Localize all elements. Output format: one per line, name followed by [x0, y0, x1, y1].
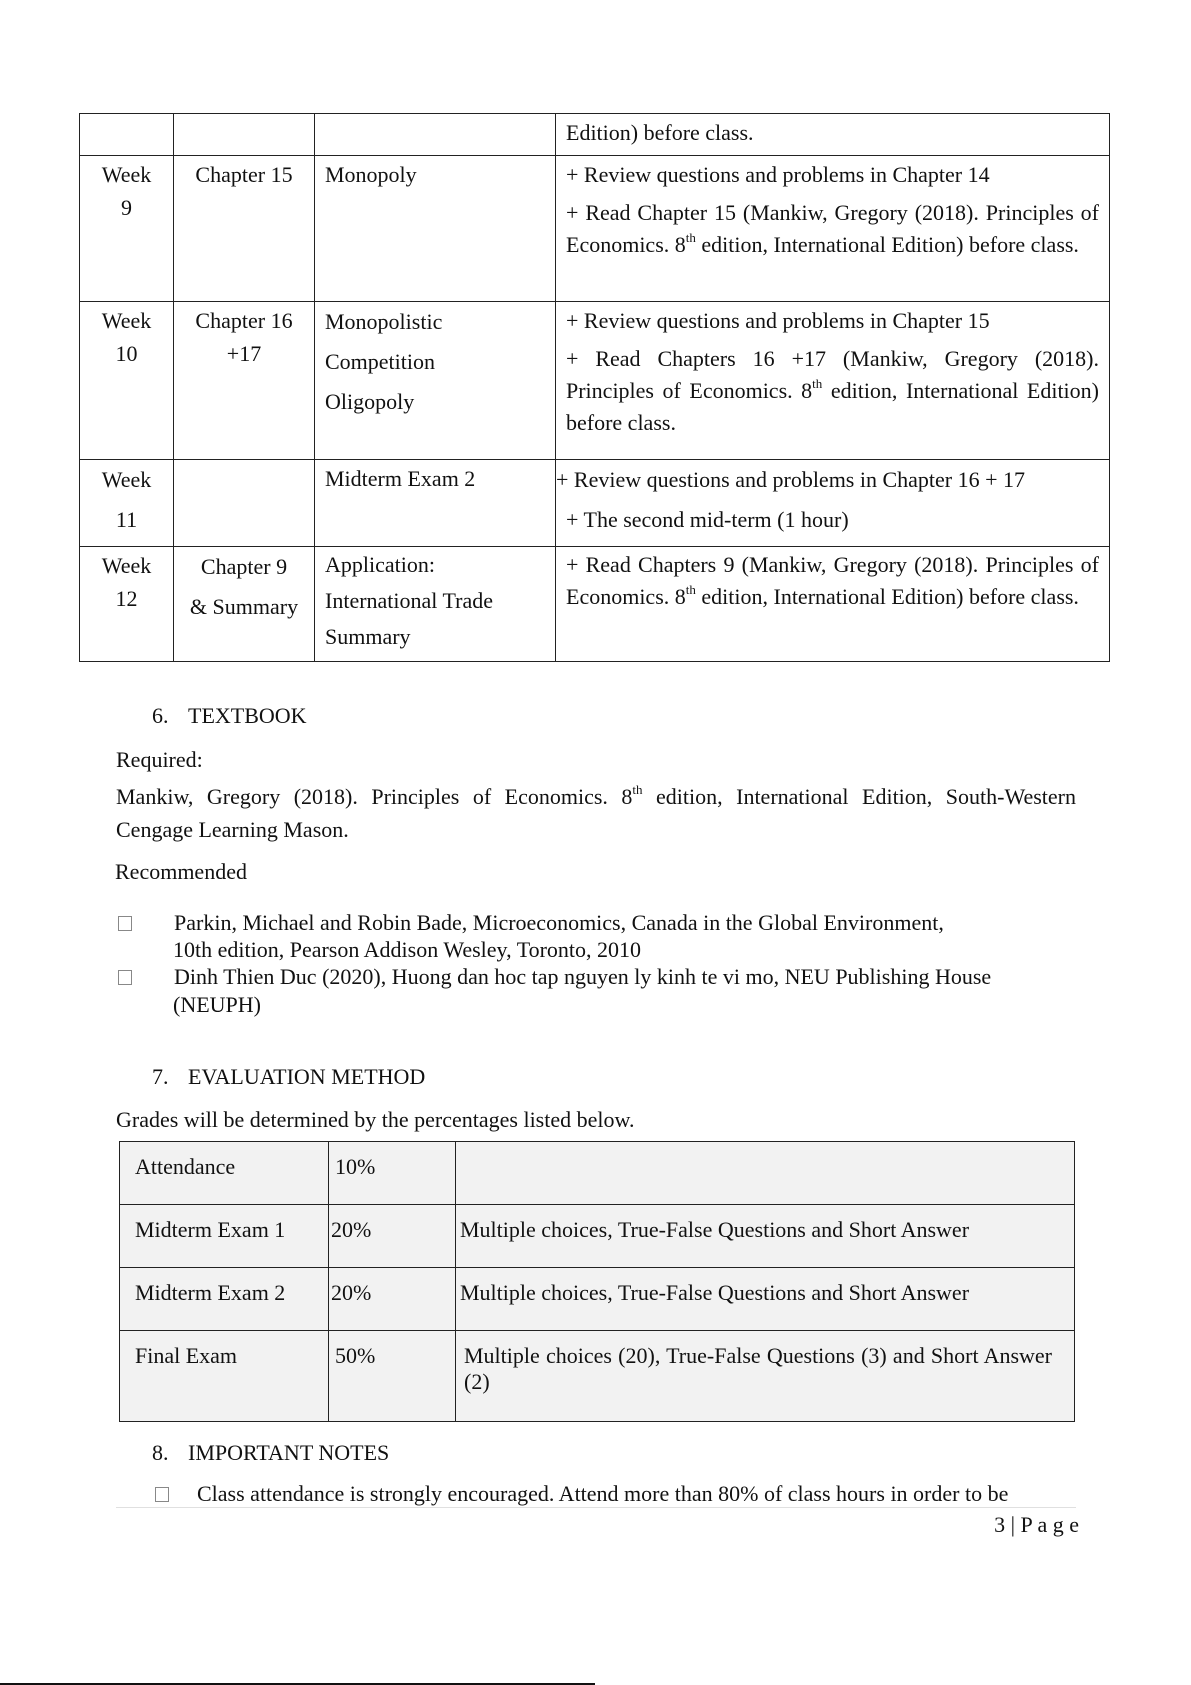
required-label: Required:: [116, 747, 203, 772]
eval-item: Final Exam: [120, 1331, 329, 1422]
eval-description: [456, 1142, 1075, 1205]
review-line: + Review questions and problems in Chapter 15: [566, 308, 990, 333]
table-row: [80, 460, 1110, 547]
list-item: Parkin, Michael and Robin Bade, Microeconomics, Canada in the Global Environment, 10th edition, Pearson Addison Wesley, Toronto, 2010: [118, 909, 1088, 964]
table-row: [120, 1331, 1075, 1422]
chapter-cell: [174, 114, 315, 156]
eval-percent: 10%: [329, 1142, 456, 1205]
notes-heading: 8. IMPORTANT NOTES: [152, 1440, 390, 1465]
topic-cell: Monopoly: [315, 156, 556, 302]
footer-divider: [116, 1507, 1076, 1508]
evaluation-heading: 7. EVALUATION METHOD: [152, 1064, 426, 1089]
activity-cell: [556, 156, 1110, 302]
recommended-label: Recommended: [115, 859, 247, 884]
week-cell: Week 10: [80, 302, 174, 460]
table-row: [80, 114, 1110, 156]
review-line: + Review questions and problems in Chapter 14: [566, 162, 990, 187]
table-row: [120, 1142, 1075, 1205]
topic-cell: [315, 114, 556, 156]
schedule-table: [79, 113, 1110, 662]
required-textbook: Mankiw, Gregory (2018). Principles of Economics. 8th edition, International Edition, South-Western Cengage Learning Mason.: [116, 781, 1076, 842]
table-row: [120, 1205, 1075, 1268]
bullet-box-icon: [118, 916, 132, 931]
textbook-heading: 6. TEXTBOOK: [152, 703, 307, 728]
chapter-cell: Chapter 15: [174, 156, 315, 302]
week-cell: Week 9: [80, 156, 174, 302]
topic-cell: Monopolistic Competition Oligopoly: [315, 302, 556, 460]
table-row: [80, 302, 1110, 460]
table-row: [80, 156, 1110, 302]
eval-item: Attendance: [120, 1142, 329, 1205]
list-item: Dinh Thien Duc (2020), Huong dan hoc tap nguyen ly kinh te vi mo, NEU Publishing House (NEUPH): [118, 963, 1088, 1019]
chapter-cell: [174, 460, 315, 547]
topic-cell: Midterm Exam 2: [315, 460, 556, 547]
eval-percent: 20%: [329, 1268, 456, 1331]
activity-cell: [556, 547, 1110, 662]
table-row: [120, 1268, 1075, 1331]
evaluation-intro: Grades will be determined by the percentages listed below.: [116, 1107, 635, 1132]
chapter-cell: Chapter 9 & Summary: [174, 547, 315, 662]
exam-line: + The second mid-term (1 hour): [566, 507, 849, 532]
eval-percent: 50%: [329, 1331, 456, 1422]
evaluation-table: [119, 1141, 1075, 1422]
reading-assignment: + Read Chapters 9 (Mankiw, Gregory (2018). Principles of Economics. 8th edition, International Edition) before class.: [566, 552, 1099, 609]
activity-cell: [556, 302, 1110, 460]
page-number: 3 | P a g e: [994, 1512, 1079, 1537]
table-row: [80, 547, 1110, 662]
bullet-box-icon: [155, 1487, 169, 1502]
activity-cell: [556, 460, 1110, 547]
chapter-cell: Chapter 16 +17: [174, 302, 315, 460]
week-cell: Week 11: [80, 460, 174, 547]
eval-description: Multiple choices, True-False Questions and Short Answer: [456, 1268, 1075, 1331]
week-cell: [80, 114, 174, 156]
topic-cell: Application: International Trade Summary: [315, 547, 556, 662]
reading-assignment: + Read Chapter 15 (Mankiw, Gregory (2018). Principles of Economics. 8th edition, International Edition) before class.: [566, 200, 1099, 257]
activity-cell: Edition) before class.: [556, 114, 1110, 156]
bullet-box-icon: [118, 970, 132, 985]
eval-percent: 20%: [329, 1205, 456, 1268]
eval-description: Multiple choices, True-False Questions and Short Answer: [456, 1205, 1075, 1268]
list-item: Class attendance is strongly encouraged. Attend more than 80% of class hours in order to be: [155, 1480, 1125, 1508]
eval-description: Multiple choices (20), True-False Questions (3) and Short Answer (2): [456, 1331, 1075, 1422]
week-cell: Week 12: [80, 547, 174, 662]
reading-assignment: + Read Chapters 16 +17 (Mankiw, Gregory (2018). Principles of Economics. 8th edition, International Edition) before class.: [566, 346, 1099, 435]
review-line: + Review questions and problems in Chapter 16 + 17: [556, 467, 1026, 492]
eval-item: Midterm Exam 2: [120, 1268, 329, 1331]
eval-item: Midterm Exam 1: [120, 1205, 329, 1268]
